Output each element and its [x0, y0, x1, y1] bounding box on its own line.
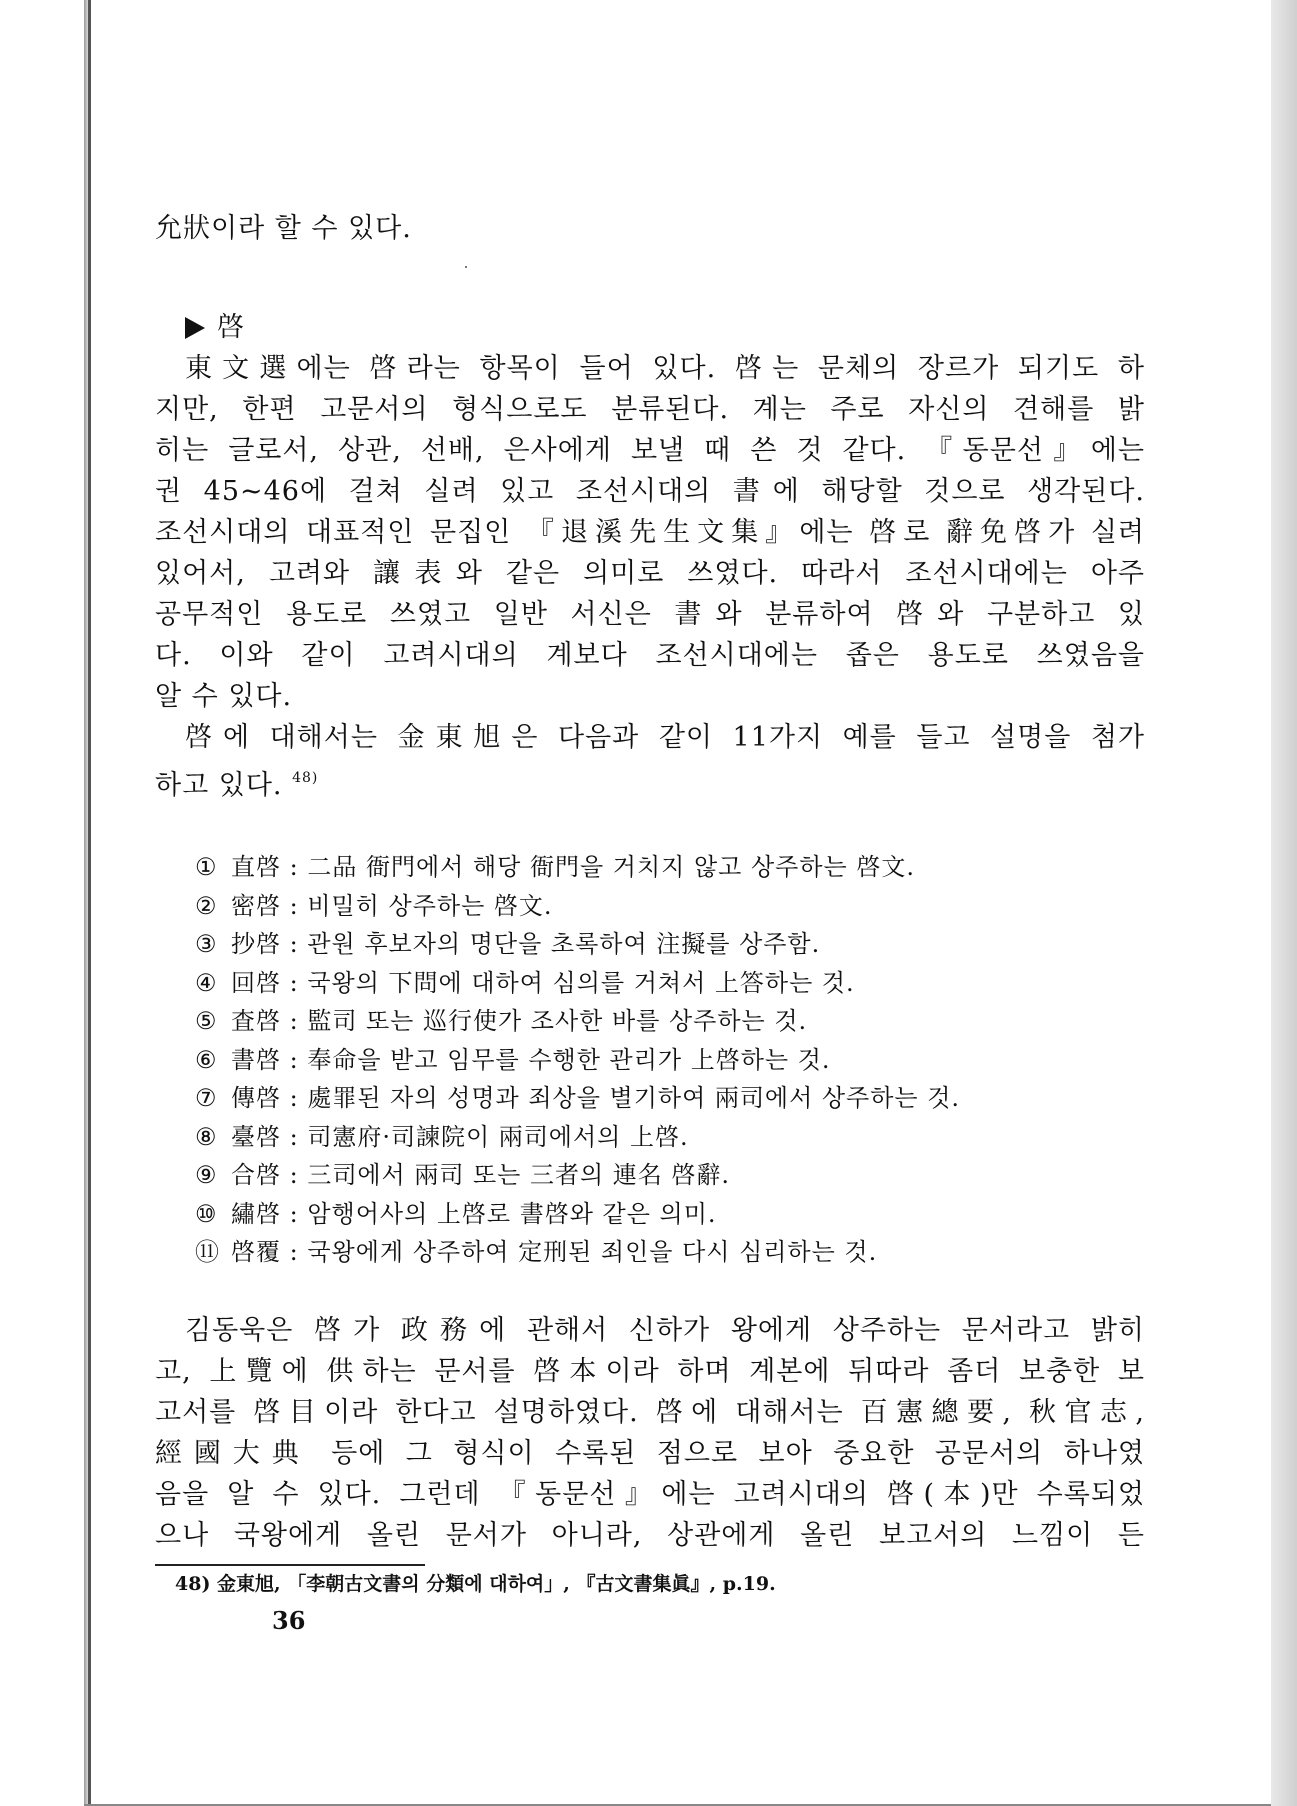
item-description: 비밀히 상주하는 啓文. — [307, 891, 553, 920]
paragraph-line: 김동욱은 啓가 政務에 관해서 신하가 왕에게 상주하는 문서라고 밝히 — [185, 1314, 1145, 1346]
list-item: ⑪ 啓覆 : 국왕에게 상주하여 定刑된 죄인을 다시 심리하는 것. — [195, 1233, 1145, 1272]
paragraph-3 — [155, 1310, 1145, 1556]
paragraph-2 — [155, 717, 1145, 806]
item-number: ⑪ — [195, 1238, 220, 1266]
item-description: 處罪된 자의 성명과 죄상을 별기하여 兩司에서 상주하는 것. — [307, 1084, 961, 1112]
list-item: ⑤ 査啓 : 監司 또는 巡行使가 조사한 바를 상주하는 것. — [195, 1002, 1145, 1041]
list-item: ⑦ 傳啓 : 處罪된 자의 성명과 죄상을 별기하여 兩司에서 상주하는 것. — [195, 1079, 1145, 1118]
list-item: ③ 抄啓 : 관원 후보자의 명단을 초록하여 注擬를 상주함. — [195, 925, 1145, 964]
item-description: 국왕에게 상주하여 定刑된 죄인을 다시 심리하는 것. — [307, 1238, 878, 1266]
item-term: 臺啓 — [231, 1122, 281, 1151]
item-number: ② — [195, 891, 218, 920]
item-number: ⑦ — [195, 1084, 218, 1112]
item-term: 密啓 — [231, 891, 281, 920]
item-term: 書啓 — [231, 1045, 281, 1074]
paragraph-line: 조선시대의 대표적인 문집인 『退溪先生文集』에는 啓로 辭免啓가 실려 — [155, 517, 1145, 548]
paragraph-1 — [155, 348, 1145, 717]
page-binding-edge — [88, 0, 91, 1806]
list-item: ⑨ 合啓 : 三司에서 兩司 또는 三者의 連名 啓辭. — [195, 1156, 1145, 1195]
page-body — [155, 208, 1145, 1599]
paragraph-line: 있어서, 고려와 讓表와 같은 의미로 쓰였다. 따라서 조선시대에는 아주 — [155, 558, 1145, 589]
paragraph-line: 공무적인 용도로 쓰였고 일반 서신은 書와 분류하여 啓와 구분하고 있 — [155, 599, 1145, 630]
footnote-reference: 48) — [292, 770, 319, 786]
item-number: ③ — [195, 930, 218, 958]
item-term: 直啓 — [231, 853, 281, 881]
paragraph-line-text: 하고 있다. — [155, 770, 283, 801]
paragraph-line: 啓에 대해서는 金東旭은 다음과 같이 11가지 예를 들고 설명을 첨가 — [185, 722, 1145, 753]
item-description: 奉命을 받고 임무를 수행한 관리가 上啓하는 것. — [307, 1045, 831, 1074]
list-item: ① 直啓 : 二品 衙門에서 해당 衙門을 거치지 않고 상주하는 啓文. — [195, 848, 1145, 887]
item-description: 국왕의 下問에 대하여 심의를 거쳐서 上答하는 것. — [307, 968, 855, 997]
page-number: 36 — [272, 1606, 306, 1635]
paragraph-line: 고서를 啓目이라 한다고 설명하였다. 啓에 대해서는 百憲總要, 秋官志, — [155, 1396, 1145, 1428]
list-item: ⑧ 臺啓 : 司憲府·司諫院이 兩司에서의 上啓. — [195, 1118, 1145, 1157]
triangle-bullet-icon — [185, 317, 205, 339]
item-term: 啓覆 — [231, 1238, 281, 1266]
continuation-line: 允狀이라 할 수 있다. — [155, 213, 412, 244]
paragraph-line: 알 수 있다. — [155, 681, 293, 712]
item-description: 司憲府·司諫院이 兩司에서의 上啓. — [307, 1122, 689, 1151]
item-description: 암행어사의 上啓로 書啓와 같은 의미. — [307, 1199, 717, 1228]
paragraph-line: 다. 이와 같이 고려시대의 계보다 조선시대에는 좁은 용도로 쓰였음을 — [155, 640, 1145, 671]
item-number: ① — [195, 853, 218, 881]
list-item: ⑩ 繡啓 : 암행어사의 上啓로 書啓와 같은 의미. — [195, 1195, 1145, 1234]
footnote: 48) 金東旭, 「李朝古文書의 分類에 대하여」, 『古文書集眞』, p.19. — [175, 1572, 776, 1595]
item-term: 査啓 — [231, 1007, 281, 1035]
page-right-margin — [1271, 0, 1297, 1806]
item-description: 三司에서 兩司 또는 三者의 連名 啓辭. — [307, 1161, 731, 1189]
list-item: ⑥ 書啓 : 奉命을 받고 임무를 수행한 관리가 上啓하는 것. — [195, 1041, 1145, 1080]
item-number: ⑧ — [195, 1122, 218, 1151]
paragraph-line: 지만, 한편 고문서의 형식으로도 분류된다. 계는 주로 자신의 견해를 밝 — [155, 394, 1145, 425]
paragraph-line — [155, 758, 1145, 806]
section-heading — [155, 307, 1145, 348]
item-number: ④ — [195, 968, 218, 997]
paragraph-line: 經國大典 등에 그 형식이 수록된 점으로 보아 중요한 공문서의 하나였 — [155, 1437, 1145, 1469]
item-description: 二品 衙門에서 해당 衙門을 거치지 않고 상주하는 啓文. — [307, 853, 915, 881]
paragraph-line: 음을 알 수 있다. 그런데 『동문선』에는 고려시대의 啓(本)만 수록되었 — [155, 1478, 1145, 1510]
definition-list — [155, 848, 1145, 1272]
item-term: 傳啓 — [231, 1084, 281, 1112]
item-description: 監司 또는 巡行使가 조사한 바를 상주하는 것. — [307, 1007, 808, 1035]
paragraph-line: 으나 국왕에게 올린 문서가 아니라, 상관에게 올린 보고서의 느낌이 든 — [155, 1519, 1145, 1551]
section-title: 啓 — [217, 312, 244, 343]
paragraph-line: 고, 上覽에 供하는 문서를 啓本이라 하며 계본에 뒤따라 좀더 보충한 보 — [155, 1355, 1145, 1387]
paragraph-line: 히는 글로서, 상관, 선배, 은사에게 보낼 때 쓴 것 같다. 『동문선』에는 — [155, 435, 1145, 466]
list-item: ④ 回啓 : 국왕의 下問에 대하여 심의를 거쳐서 上答하는 것. — [195, 964, 1145, 1003]
item-term: 抄啓 — [231, 930, 281, 958]
paragraph-line: 권 45~46에 걸쳐 실려 있고 조선시대의 書에 해당할 것으로 생각된다. — [155, 476, 1145, 507]
item-term: 合啓 — [231, 1161, 281, 1189]
item-description: 관원 후보자의 명단을 초록하여 注擬를 상주함. — [307, 930, 821, 958]
item-number: ⑤ — [195, 1007, 218, 1035]
paragraph-line: 東文選에는 啓라는 항목이 들어 있다. 啓는 문체의 장르가 되기도 하 — [185, 353, 1145, 384]
item-term: 回啓 — [231, 968, 281, 997]
item-term: 繡啓 — [231, 1199, 281, 1228]
item-number: ⑥ — [195, 1045, 218, 1074]
list-item: ② 密啓 : 비밀히 상주하는 啓文. — [195, 887, 1145, 926]
footnote-divider — [155, 1564, 425, 1566]
item-number: ⑩ — [195, 1199, 218, 1228]
item-number: ⑨ — [195, 1161, 218, 1189]
